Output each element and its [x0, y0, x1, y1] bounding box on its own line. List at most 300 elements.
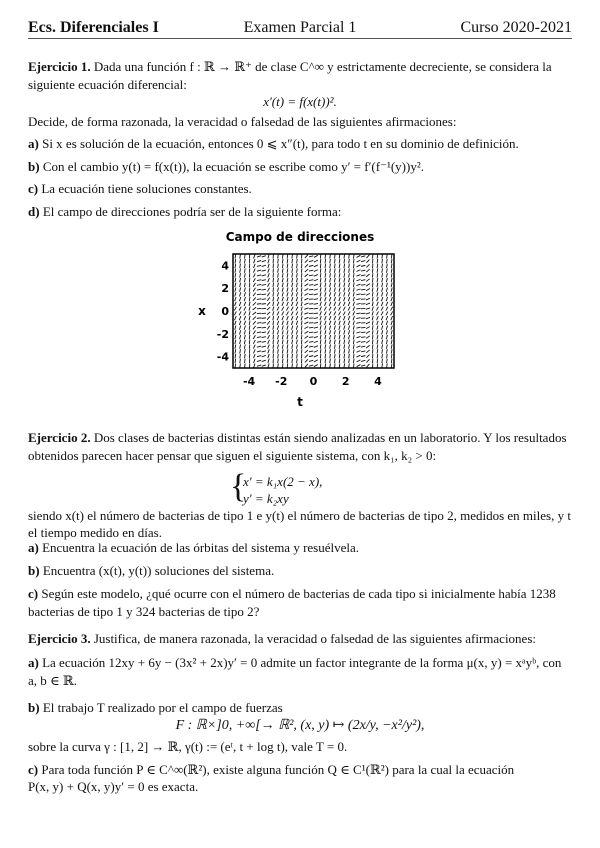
slope-segment: [314, 318, 318, 319]
slope-segment: [334, 321, 335, 325]
slope-segment: [382, 278, 383, 282]
slope-segment: [330, 340, 331, 344]
slope-segment: [356, 346, 360, 348]
slope-segment: [377, 278, 378, 282]
slope-segment: [382, 254, 383, 258]
slope-segment: [377, 326, 378, 330]
slope-segment: [344, 259, 345, 263]
slope-segment: [257, 270, 261, 271]
slope-segment: [372, 330, 373, 334]
slope-segment: [349, 268, 350, 272]
slope-segment: [382, 349, 383, 353]
slope-segment: [366, 255, 369, 258]
slope-segment: [353, 287, 354, 291]
item-label: b): [28, 700, 40, 715]
item-text: Si x es solución de la ecuación, entonces 0 ⩽ x″(t), para todo t en su dominio de definición.: [38, 136, 519, 151]
slope-segment: [292, 264, 293, 268]
slope-segment: [320, 363, 321, 367]
slope-segment: [325, 321, 326, 325]
slope-segment: [287, 278, 288, 282]
slope-segment: [262, 327, 266, 328]
slope-segment: [282, 330, 283, 334]
slope-segment: [268, 283, 270, 287]
slope-segment: [278, 354, 279, 358]
slope-segment: [257, 332, 261, 333]
slope-segment: [314, 355, 318, 357]
slope-segment: [356, 322, 360, 323]
slope-segment: [325, 340, 326, 344]
slope-segment: [339, 254, 340, 258]
slope-segment: [291, 311, 293, 315]
slope-segment: [296, 335, 297, 339]
slope-segment: [262, 355, 266, 356]
slope-segment: [334, 264, 335, 268]
slope-segment: [329, 297, 330, 301]
slope-segment: [278, 268, 279, 272]
slope-segment: [235, 330, 236, 334]
slope-segment: [273, 287, 274, 291]
slope-segment: [257, 323, 261, 324]
slope-segment: [244, 268, 245, 272]
slope-segment: [361, 294, 365, 295]
slope-segment: [257, 284, 261, 285]
slope-segment: [240, 287, 241, 291]
slope-segment: [387, 264, 388, 268]
slope-segment: [235, 268, 236, 272]
slope-segment: [320, 283, 321, 287]
slope-segment: [292, 278, 293, 282]
slope-segment: [381, 316, 383, 320]
slope-segment: [291, 302, 293, 306]
slope-segment: [348, 297, 349, 301]
slope-segment: [366, 284, 370, 286]
slope-segment: [305, 260, 308, 263]
slope-segment: [309, 270, 313, 271]
slope-segment: [386, 283, 387, 287]
slope-segment: [361, 280, 365, 281]
slope-segment: [257, 299, 261, 300]
slope-segment: [372, 278, 373, 282]
slope-segment: [366, 264, 369, 267]
slope-segment: [339, 335, 340, 339]
slope-segment: [361, 365, 365, 366]
slope-segment: [235, 283, 236, 287]
slope-segment: [377, 363, 378, 367]
ex3-item-b-cont: sobre la curva γ : [1, 2] → ℝ, γ(t) := (eᵗ, t + log t), vale T = 0.: [28, 739, 348, 754]
slope-segment: [262, 346, 266, 347]
slope-segment: [320, 292, 321, 296]
ex3-item-c-cont: P(x, y) + Q(x, y)y′ = 0 es exacta.: [28, 779, 199, 794]
ex3-item-a: [28, 655, 561, 671]
slope-segment: [320, 302, 321, 306]
slope-segment: [320, 311, 322, 315]
slope-segment: [309, 360, 313, 361]
slope-segment: [292, 273, 293, 277]
slope-segment: [273, 297, 274, 301]
slope-segment: [357, 255, 361, 257]
slope-segment: [382, 340, 383, 344]
slope-segment: [296, 326, 297, 330]
slope-segment: [249, 297, 250, 301]
slope-segment: [278, 349, 279, 353]
slope-segment: [297, 363, 298, 367]
item-label: c): [28, 586, 39, 601]
ex3-title: Ejercicio 3.: [28, 631, 91, 646]
slope-segment: [334, 278, 335, 282]
slope-segment: [372, 287, 373, 291]
slope-segment: [268, 354, 269, 358]
slope-segment: [296, 330, 297, 334]
slope-segment: [339, 316, 341, 320]
slope-segment: [287, 254, 288, 258]
slope-segment: [391, 287, 392, 291]
item-text: El campo de direcciones podría ser de la siguiente forma:: [39, 204, 342, 219]
slope-segment: [287, 264, 288, 268]
slope-segment: [391, 340, 392, 344]
slope-segment: [287, 268, 288, 272]
slope-segment: [305, 355, 308, 358]
slope-segment: [235, 292, 236, 296]
slope-segment: [253, 326, 256, 330]
slope-segment: [235, 335, 236, 339]
slope-segment: [235, 349, 236, 353]
ex1-title: Ejercicio 1.: [28, 59, 91, 74]
slope-segment: [262, 318, 266, 319]
slope-segment: [349, 354, 350, 358]
slope-segment: [324, 316, 326, 320]
slope-segment: [235, 354, 236, 358]
slope-segment: [344, 354, 345, 358]
slope-segment: [292, 268, 293, 272]
slope-segment: [305, 274, 308, 277]
slope-segment: [292, 326, 293, 330]
slope-segment: [325, 273, 326, 277]
slope-segment: [339, 292, 340, 296]
slope-segment: [253, 278, 255, 282]
slope-segment: [240, 363, 241, 367]
slope-segment: [381, 321, 382, 325]
ex3-intro: [28, 631, 536, 647]
slope-segment: [391, 335, 392, 339]
slope-segment: [244, 302, 246, 306]
slope-segment: [366, 288, 370, 290]
slope-segment: [356, 270, 360, 272]
slope-segment: [361, 341, 365, 342]
slope-segment: [386, 278, 387, 282]
slope-segment: [267, 307, 270, 310]
slope-segment: [361, 332, 365, 333]
slope-segment: [301, 335, 302, 339]
slope-segment: [353, 292, 354, 296]
item-label: c): [28, 181, 39, 196]
slope-segment: [268, 269, 270, 273]
ex2-item-c: [28, 586, 556, 602]
slope-segment: [262, 304, 266, 305]
slope-segment: [366, 298, 370, 300]
slope-segment: [235, 302, 237, 306]
slope-segment: [391, 321, 392, 325]
slope-segment: [292, 344, 293, 348]
ex1-item-d: [28, 204, 341, 220]
slope-segment: [305, 255, 308, 258]
slope-segment: [287, 287, 288, 291]
x-tick-label: 2: [341, 375, 350, 388]
slope-segment: [320, 340, 321, 344]
slope-segment: [329, 302, 331, 306]
header-year: Curso 2020-2021: [460, 19, 572, 36]
slope-segment: [325, 283, 326, 287]
slope-segment: [304, 308, 308, 309]
slope-segment: [278, 340, 279, 344]
slope-segment: [267, 330, 269, 334]
ex3-intro-text: Justifica, de manera razonada, la veracidad o falsedad de las siguientes afirmaciones:: [90, 631, 536, 646]
slope-segment: [343, 302, 345, 306]
slope-segment: [349, 254, 350, 258]
slope-segment: [330, 268, 331, 272]
slope-segment: [273, 311, 274, 315]
slope-segment: [268, 349, 270, 353]
slope-segment: [239, 326, 240, 330]
slope-segment: [330, 264, 331, 268]
slope-segment: [372, 307, 373, 311]
slope-segment: [382, 354, 383, 358]
slope-segment: [277, 330, 278, 334]
slope-segment: [253, 283, 255, 287]
slope-segment: [277, 335, 278, 339]
slope-segment: [277, 316, 279, 320]
slope-segment: [382, 292, 383, 296]
slope-segment: [335, 363, 336, 367]
slope-segment: [353, 354, 354, 358]
slope-segment: [372, 321, 373, 325]
slope-segment: [320, 297, 321, 301]
slope-segment: [353, 297, 354, 301]
slope-segment: [377, 273, 378, 277]
slope-segment: [382, 330, 383, 334]
slope-segment: [244, 330, 245, 334]
slope-segment: [309, 365, 313, 366]
slope-segment: [372, 325, 373, 329]
slope-segment: [282, 264, 283, 268]
slope-segment: [366, 317, 370, 319]
slope-segment: [366, 313, 370, 314]
slope-segment: [249, 325, 250, 329]
slope-segment: [386, 307, 388, 311]
ex2-intro2: obtenidos parecen hacer pensar que siguen el siguiente sistema, con k₁, k₂ > 0:: [28, 448, 437, 463]
slope-segment: [245, 359, 246, 363]
slope-segment: [287, 316, 289, 320]
slope-segment: [262, 256, 266, 257]
slope-segment: [304, 322, 308, 324]
slope-segment: [366, 293, 370, 295]
slope-segment: [244, 321, 245, 325]
slope-segment: [366, 308, 370, 309]
slope-segment: [287, 283, 288, 287]
slope-segment: [372, 316, 373, 320]
slope-segment: [282, 349, 283, 353]
slope-segment: [235, 264, 236, 268]
slope-segment: [386, 326, 387, 330]
slope-segment: [334, 268, 335, 272]
slope-segment: [320, 344, 321, 348]
slope-segment: [287, 363, 288, 367]
slope-segment: [282, 359, 283, 363]
slope-segment: [296, 321, 297, 325]
slope-segment: [249, 292, 250, 296]
slope-segment: [309, 294, 313, 295]
slope-segment: [282, 307, 284, 311]
slope-segment: [382, 273, 383, 277]
slope-segment: [348, 302, 350, 306]
slope-segment: [292, 259, 293, 263]
slope-segment: [344, 292, 345, 296]
slope-segment: [377, 316, 379, 320]
slope-segment: [235, 297, 236, 301]
slope-segment: [377, 330, 378, 334]
slope-segment: [377, 321, 378, 325]
slope-segment: [268, 359, 269, 363]
slope-segment: [244, 354, 245, 358]
slope-segment: [301, 321, 302, 325]
slope-segment: [309, 356, 313, 357]
slope-segment: [292, 363, 293, 367]
slope-segment: [244, 283, 245, 287]
slope-segment: [376, 311, 378, 315]
ex2-where1: siendo x(t) el número de bacterias de tipo 1 e y(t) el número de bacterias de tipo 2, medidos en miles, y t: [28, 508, 571, 523]
slope-segment: [304, 298, 308, 300]
slope-segment: [314, 313, 318, 314]
slope-segment: [253, 335, 255, 339]
slope-segment: [366, 359, 369, 362]
slope-segment: [239, 302, 241, 306]
slope-segment: [334, 311, 336, 315]
slope-segment: [334, 316, 336, 320]
slope-segment: [356, 275, 360, 277]
slope-segment: [334, 283, 335, 287]
slope-segment: [257, 294, 261, 295]
slope-segment: [296, 307, 298, 311]
slope-segment: [267, 302, 270, 305]
slope-segment: [305, 345, 308, 348]
slope-segment: [240, 349, 241, 353]
slope-segment: [387, 349, 388, 353]
slope-segment: [301, 297, 302, 301]
slope-segment: [386, 335, 387, 339]
slope-segment: [249, 321, 250, 325]
slope-segment: [257, 346, 261, 347]
slope-segment: [391, 278, 392, 282]
slope-segment: [314, 346, 318, 348]
slope-segment: [278, 363, 279, 367]
slope-segment: [296, 316, 298, 320]
slope-segment: [377, 292, 378, 296]
slope-segment: [349, 283, 350, 287]
slope-segment: [353, 340, 354, 344]
slope-segment: [314, 260, 318, 262]
slope-segment: [235, 321, 236, 325]
slope-segment: [305, 336, 309, 338]
slope-segment: [292, 287, 293, 291]
slope-segment: [257, 351, 261, 352]
ex1-item-c: [28, 181, 252, 197]
slope-segment: [381, 311, 383, 315]
slope-segment: [386, 273, 387, 277]
slope-segment: [339, 330, 340, 334]
slope-segment: [292, 254, 293, 258]
slope-segment: [381, 307, 383, 311]
slope-segment: [240, 259, 241, 263]
slope-segment: [356, 289, 360, 290]
slope-segment: [253, 302, 256, 305]
slope-segment: [349, 273, 350, 277]
slope-segment: [240, 344, 241, 348]
slope-segment: [262, 337, 266, 338]
x-tick-label: 0: [309, 375, 318, 388]
slope-segment: [344, 335, 345, 339]
slope-segment: [282, 278, 283, 282]
slope-segment: [386, 297, 387, 301]
slope-segment: [286, 307, 288, 311]
slope-segment: [320, 268, 321, 272]
slope-segment: [235, 359, 236, 363]
slope-segment: [339, 363, 340, 367]
slope-segment: [353, 283, 354, 287]
slope-segment: [329, 292, 330, 296]
slope-segment: [377, 344, 378, 348]
slope-segment: [325, 278, 326, 282]
slope-segment: [304, 303, 308, 305]
slope-segment: [282, 321, 283, 325]
slope-segment: [330, 254, 331, 258]
slope-segment: [244, 264, 245, 268]
slope-segment: [253, 345, 255, 349]
slope-segment: [382, 259, 383, 263]
slope-segment: [324, 302, 326, 306]
slope-segment: [301, 283, 302, 287]
slope-segment: [339, 307, 341, 311]
slope-segment: [235, 326, 236, 330]
slope-segment: [257, 327, 261, 328]
item-text: Encuentra (x(t), y(t)) soluciones del sistema.: [39, 563, 275, 578]
slope-segment: [287, 326, 288, 330]
slope-segment: [353, 254, 354, 258]
slope-segment: [334, 273, 335, 277]
slope-segment: [334, 344, 335, 348]
slope-segment: [268, 364, 269, 368]
slope-segment: [320, 316, 321, 320]
slope-segment: [245, 363, 246, 367]
slope-segment: [329, 311, 331, 315]
slope-segment: [339, 268, 340, 272]
slope-segment: [357, 365, 361, 367]
slope-segment: [330, 259, 331, 263]
slope-segment: [339, 287, 340, 291]
slope-segment: [353, 349, 354, 353]
slope-segment: [325, 344, 326, 348]
slope-segment: [377, 349, 378, 353]
slope-segment: [339, 321, 340, 325]
slope-segment: [291, 297, 292, 301]
slope-segment: [391, 302, 393, 306]
slope-segment: [391, 316, 393, 320]
slope-segment: [386, 344, 387, 348]
slope-segment: [325, 349, 326, 353]
slope-segment: [391, 254, 392, 258]
slope-segment: [377, 297, 378, 301]
slope-segment: [240, 359, 241, 363]
slope-segment: [282, 302, 284, 306]
ex2-title: Ejercicio 2.: [28, 430, 91, 445]
